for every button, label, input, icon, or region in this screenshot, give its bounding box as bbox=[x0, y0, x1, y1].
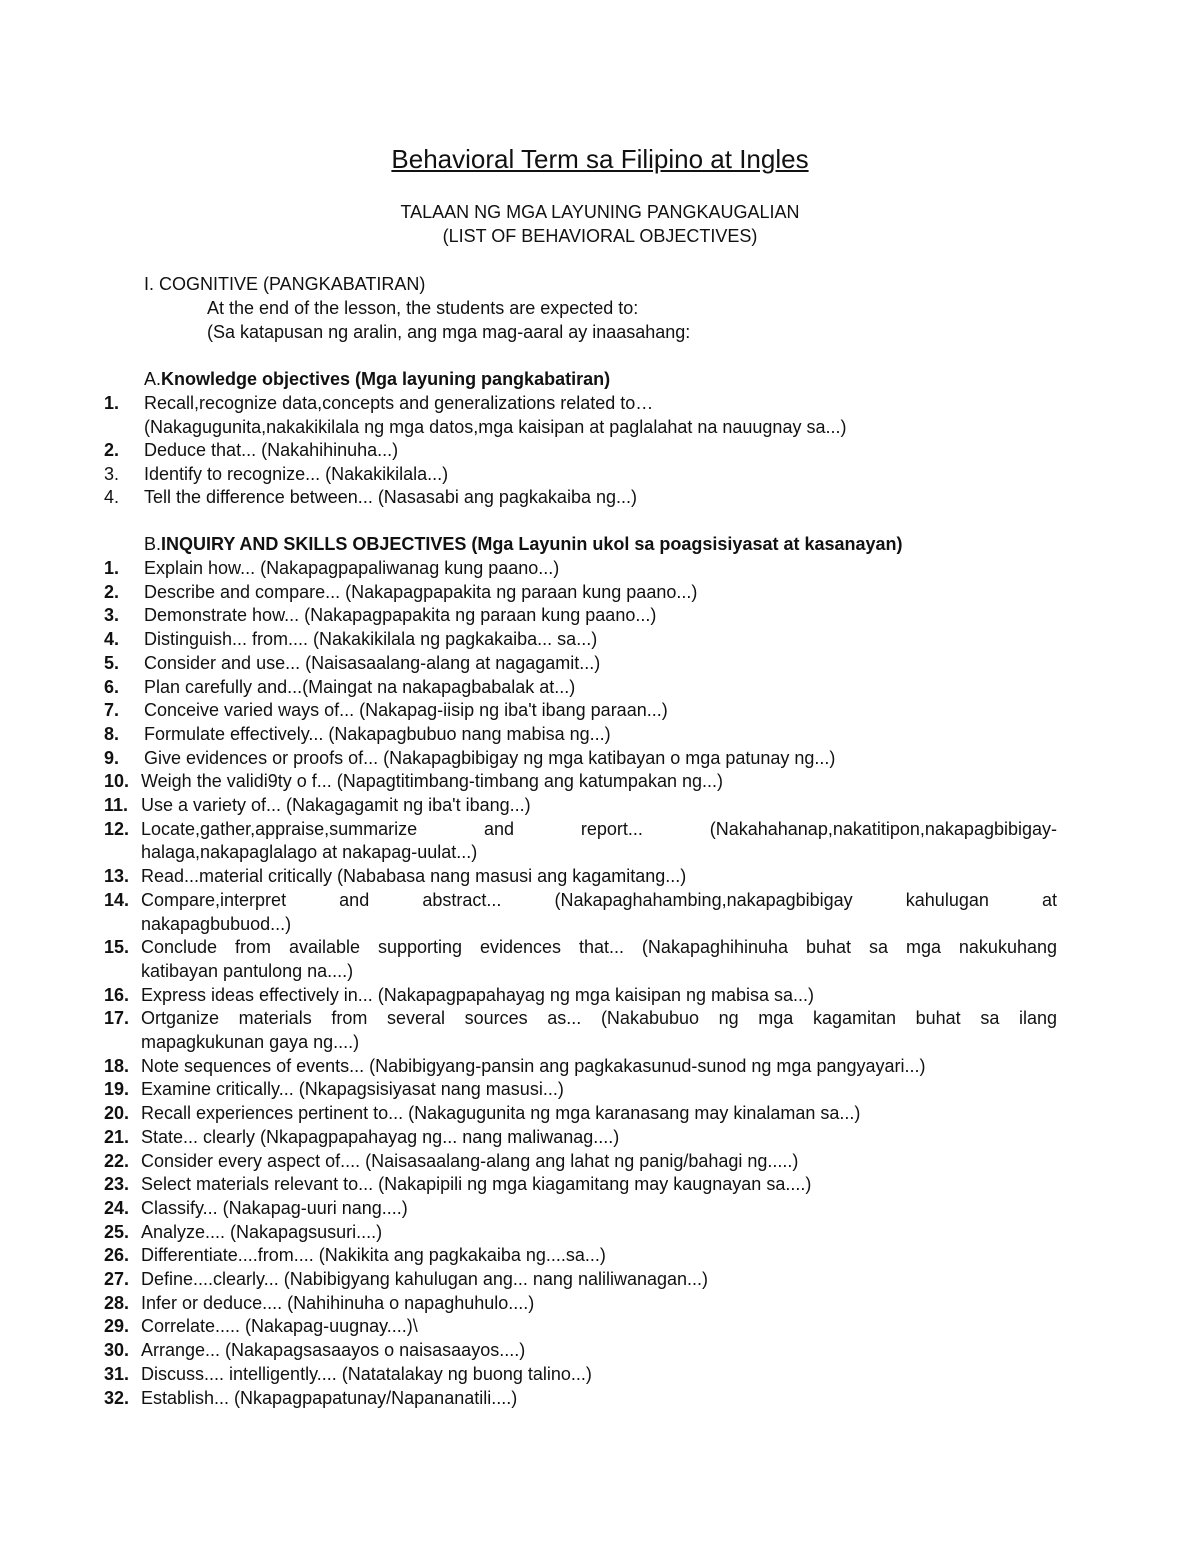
list-item-text: Consider every aspect of.... (Naisasaalang-alang ang lahat ng panig/bahagi ng.....) bbox=[141, 1150, 799, 1171]
list-item-text: Weigh the validi9ty o f... (Napagtitimbang-timbang ang katumpakan ng...) bbox=[141, 771, 723, 792]
list-item-text: Use a variety of... (Nakagagamit ng iba't ibang...) bbox=[141, 795, 531, 815]
list-item-number: 14. bbox=[104, 889, 130, 910]
list-item-text: Formulate effectively... (Nakapagbubuo nang mabisa ng...) bbox=[144, 723, 611, 744]
list-item-continuation: katibayan pantulong na....) bbox=[141, 960, 354, 981]
list-item-number: 19. bbox=[104, 1079, 130, 1100]
list-item-number: 7. bbox=[104, 700, 120, 721]
list-item-text: Correlate..... (Nakapag-uugnay....)\ bbox=[141, 1316, 418, 1337]
list-item-number: 29. bbox=[104, 1316, 130, 1337]
list-item-text: Conceive varied ways of... (Nakapag-iisip ng iba't ibang paraan...) bbox=[144, 700, 668, 721]
list-item-continuation: nakapagbubuod...) bbox=[141, 913, 292, 934]
list-item-text: Infer or deduce.... (Nahihinuha o napaghuhulo....) bbox=[141, 1292, 535, 1313]
list-item-text: Locate,gather,appraise,summarize and report... (Nakahahanap,nakatitipon,nakapagbibigay- bbox=[141, 818, 1057, 839]
list-item-text: Read...material critically (Nababasa nang masusi ang kagamitang...) bbox=[141, 866, 687, 887]
section-b-heading bbox=[144, 532, 903, 556]
list-item-number: 2. bbox=[104, 440, 120, 460]
list-item-number: 12. bbox=[104, 818, 130, 839]
list-item-number: 22. bbox=[104, 1150, 130, 1171]
list-item-number: 4. bbox=[104, 629, 120, 650]
list-item-text: Select materials relevant to... (Nakapipili ng mga kiagamitang may kaugnayan sa....) bbox=[141, 1174, 812, 1195]
list-item-text: Analyze.... (Nakapagsusuri....) bbox=[141, 1221, 383, 1242]
list-item-number: 10. bbox=[104, 771, 130, 792]
list-item-number: 3. bbox=[104, 605, 120, 626]
list-item-text: Ortganize materials from several sources as... (Nakabubuo ng mga kagamitan buhat sa ilang bbox=[141, 1008, 1057, 1029]
list-item-continuation: halaga,nakapaglalago at nakapag-uulat...) bbox=[141, 842, 478, 863]
page-title: Behavioral Term sa Filipino at Ingles bbox=[391, 144, 809, 174]
list-item-text: Express ideas effectively in... (Nakapagpapahayag ng mga kaisipan ng mabisa sa...) bbox=[141, 984, 815, 1005]
list-item-number: 18. bbox=[104, 1055, 130, 1076]
list-item-text: Demonstrate how... (Nakapagpapakita ng paraan kung paano...) bbox=[144, 605, 657, 626]
section-a-prefix: A. bbox=[144, 369, 162, 389]
list-item-number: 13. bbox=[104, 866, 130, 887]
section-heading-cognitive: I. COGNITIVE (PANGKABATIRAN) bbox=[144, 274, 426, 294]
list-item-number: 2. bbox=[104, 581, 120, 602]
list-item-text: Classify... (Nakapag-uuri nang....) bbox=[141, 1197, 408, 1218]
list-item-number: 24. bbox=[104, 1197, 130, 1218]
list-item-text: Recall experiences pertinent to... (Nakagugunita ng mga karanasang may kinalaman sa...) bbox=[141, 1103, 861, 1124]
list-item-text: Give evidences or proofs of... (Nakapagbibigay ng mga katibayan o mga patunay ng...) bbox=[144, 747, 836, 768]
list-item-number: 1. bbox=[104, 393, 120, 413]
list-item-text: Identify to recognize... (Nakakikilala...) bbox=[144, 463, 449, 484]
list-item-number: 28. bbox=[104, 1292, 130, 1313]
section-a-title: Knowledge objectives (Mga layuning pangkabatiran) bbox=[161, 369, 611, 389]
list-item-number: 6. bbox=[104, 676, 120, 697]
list-item-number: 26. bbox=[104, 1245, 130, 1266]
list-item-continuation: (Nakagugunita,nakakikilala ng mga datos,mga kaisipan at paglalahat na nauugnay sa...) bbox=[144, 416, 847, 437]
list-item-number: 23. bbox=[104, 1174, 130, 1195]
list-item-text: State... clearly (Nkapagpapahayag ng... nang maliwanag....) bbox=[141, 1126, 620, 1147]
list-item-number: 31. bbox=[104, 1363, 130, 1384]
subtitle-english: (LIST OF BEHAVIORAL OBJECTIVES) bbox=[442, 226, 758, 246]
list-item-number: 9. bbox=[104, 747, 120, 768]
intro-english: At the end of the lesson, the students are expected to: bbox=[207, 298, 639, 318]
list-item-text: Differentiate....from.... (Nakikita ang pagkakaiba ng....sa...) bbox=[141, 1245, 606, 1266]
list-item-text: Describe and compare... (Nakapagpapakita ng paraan kung paano...) bbox=[144, 581, 698, 602]
list-item-number: 20. bbox=[104, 1103, 130, 1124]
list-item-text: Note sequences of events... (Nabibigyang-pansin ang pagkakasunud-sunod ng mga pangyayari...) bbox=[141, 1055, 926, 1076]
list-item-text: Arrange... (Nakapagsasaayos o naisasaayos....) bbox=[141, 1340, 526, 1361]
list-item-text: Plan carefully and...(Maingat na nakapagbabalak at...) bbox=[144, 676, 576, 697]
list-item-number: 5. bbox=[104, 652, 120, 673]
list-item-number: 15. bbox=[104, 937, 130, 958]
list-item-text: Consider and use... (Naisasaalang-alang at nagagamit...) bbox=[144, 652, 601, 673]
list-item-number: 3. bbox=[104, 463, 120, 484]
list-item-text: Tell the difference between... (Nasasabi ang pagkakaiba ng...) bbox=[144, 487, 637, 507]
intro-tagalog: (Sa katapusan ng aralin, ang mga mag-aaral ay inaasahang: bbox=[207, 322, 691, 342]
list-item-text: Distinguish... from.... (Nakakikilala ng pagkakaiba... sa...) bbox=[144, 629, 598, 650]
section-b-title: INQUIRY AND SKILLS OBJECTIVES (Mga Layunin ukol sa poagsisiyasat at kasanayan) bbox=[161, 534, 903, 554]
list-item-text: Examine critically... (Nkapagsisiyasat nang masusi...) bbox=[141, 1079, 564, 1100]
subtitle-tagalog: TALAAN NG MGA LAYUNING PANGKAUGALIAN bbox=[400, 202, 800, 222]
list-item-continuation: mapagkukunan gaya ng....) bbox=[141, 1032, 360, 1052]
list-item-text: Compare,interpret and abstract... (Nakapaghahambing,nakapagbibigay kahulugan at bbox=[141, 889, 1057, 910]
list-item-number: 16. bbox=[104, 984, 130, 1005]
list-item-number: 32. bbox=[104, 1387, 130, 1408]
section-b-prefix: B. bbox=[144, 534, 162, 554]
list-item-number: 30. bbox=[104, 1340, 130, 1361]
list-item-text: Define....clearly... (Nabibigyang kahulugan ang... nang naliliwanagan...) bbox=[141, 1269, 709, 1289]
list-item-number: 17. bbox=[104, 1008, 130, 1029]
list-item-number: 21. bbox=[104, 1126, 130, 1147]
list-item-text: Conclude from available supporting evidences that... (Nakapaghihinuha buhat sa mga nakukuhang bbox=[141, 937, 1057, 958]
list-item-text: Recall,recognize data,concepts and generalizations related to… bbox=[144, 393, 654, 413]
list-item-number: 27. bbox=[104, 1269, 130, 1289]
list-item-number: 1. bbox=[104, 558, 120, 578]
list-item-number: 11. bbox=[104, 795, 129, 815]
list-item-number: 4. bbox=[104, 487, 120, 507]
list-item-text: Discuss.... intelligently.... (Natatalakay ng buong talino...) bbox=[141, 1363, 592, 1384]
list-item-text: Explain how... (Nakapagpapaliwanag kung paano...) bbox=[144, 558, 560, 578]
list-item-number: 25. bbox=[104, 1221, 130, 1242]
list-item-number: 8. bbox=[104, 723, 120, 744]
section-a-heading bbox=[144, 367, 610, 391]
list-item-text: Deduce that... (Nakahihinuha...) bbox=[144, 440, 399, 460]
list-item-text: Establish... (Nkapagpapatunay/Napananatili....) bbox=[141, 1387, 518, 1408]
